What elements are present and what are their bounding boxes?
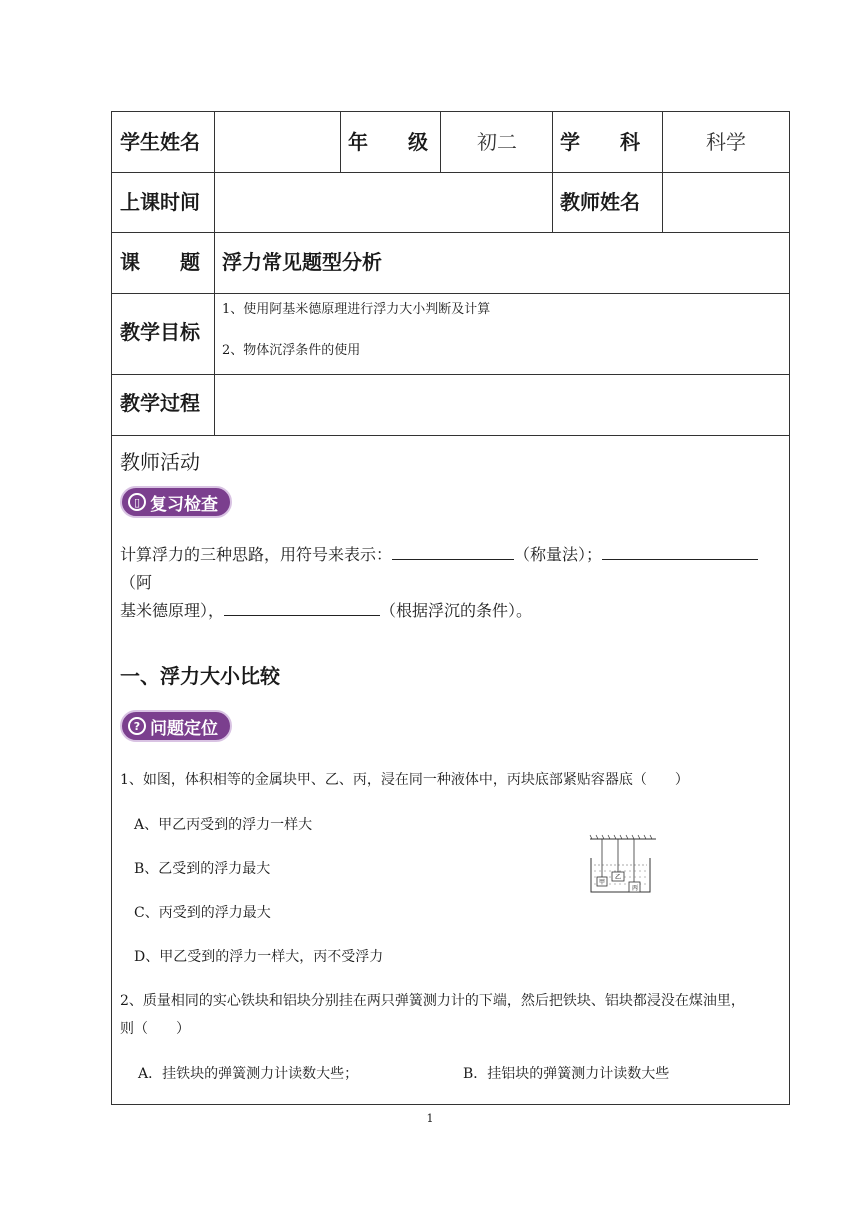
question-icon: ? — [128, 717, 146, 735]
student-name-label: 学生姓名 — [120, 130, 200, 154]
subject-value: 科学 — [706, 130, 746, 154]
review-text: （阿 — [120, 573, 153, 592]
section-heading: 一、浮力大小比较 — [120, 664, 280, 688]
col-divider — [340, 112, 341, 172]
class-time-label: 上课时间 — [120, 190, 200, 214]
q2-option-a: A．挂铁块的弹簧测力计读数大些； — [138, 1066, 359, 1082]
review-text: （称量法）； — [514, 545, 603, 564]
answer-blank — [602, 543, 758, 560]
option-d: D、甲乙受到的浮力一样大，丙不受浮力 — [134, 949, 384, 965]
grade-label: 年 级 — [348, 130, 428, 154]
row-divider — [112, 435, 789, 436]
review-text: 计算浮力的三种思路，用符号来表示： — [120, 545, 393, 564]
question-2-tail: 则（ ） — [120, 1021, 190, 1037]
process-label: 教学过程 — [120, 391, 200, 415]
col-divider — [552, 112, 553, 232]
goals-label: 教学目标 — [120, 320, 200, 344]
problem-badge — [120, 710, 232, 742]
block-label: 乙 — [614, 874, 622, 881]
option-c: C、丙受到的浮力最大 — [134, 905, 271, 921]
question-1: 1、如图，体积相等的金属块甲、乙、丙，浸在同一种液体中，丙块底部紧贴容器底（ ） — [120, 772, 689, 788]
review-paragraph — [120, 541, 784, 625]
page-number: 1 — [426, 1112, 434, 1125]
question-2: 2、质量相同的实心铁块和铝块分别挂在两只弹簧测力计的下端，然后把铁块、铝块都浸没在煤油里， — [120, 993, 745, 1009]
option-b: B、乙受到的浮力最大 — [134, 861, 271, 877]
problem-badge-label: 问题定位 — [150, 718, 218, 739]
review-text: 基米德原理）， — [120, 601, 225, 620]
col-divider — [662, 112, 663, 232]
option-a: A、甲乙丙受到的浮力一样大 — [134, 817, 313, 833]
teacher-activity-label: 教师活动 — [120, 450, 200, 474]
goal-item: 2、物体沉浮条件的使用 — [222, 343, 361, 358]
clipboard-icon: ▯ — [128, 493, 146, 511]
review-text: （根据浮沉的条件）。 — [380, 601, 533, 620]
goal-item: 1、使用阿基米德原理进行浮力大小判断及计算 — [222, 302, 491, 317]
lesson-table — [111, 111, 790, 1105]
col-divider — [440, 112, 441, 172]
subject-label: 学 科 — [560, 130, 640, 154]
container-figure — [588, 834, 660, 900]
answer-blank — [392, 543, 514, 560]
block-label: 丙 — [631, 885, 639, 892]
topic-label: 课 题 — [120, 250, 200, 274]
col-divider — [214, 112, 215, 435]
teacher-name-label: 教师姓名 — [560, 190, 640, 214]
grade-value: 初二 — [477, 130, 517, 154]
review-badge-label: 复习检查 — [150, 494, 218, 515]
q2-option-b: B．挂铝块的弹簧测力计读数大些 — [463, 1066, 670, 1082]
review-badge — [120, 486, 232, 518]
topic-value: 浮力常见题型分析 — [222, 250, 382, 274]
block-label: 甲 — [598, 879, 606, 886]
answer-blank — [224, 599, 380, 616]
